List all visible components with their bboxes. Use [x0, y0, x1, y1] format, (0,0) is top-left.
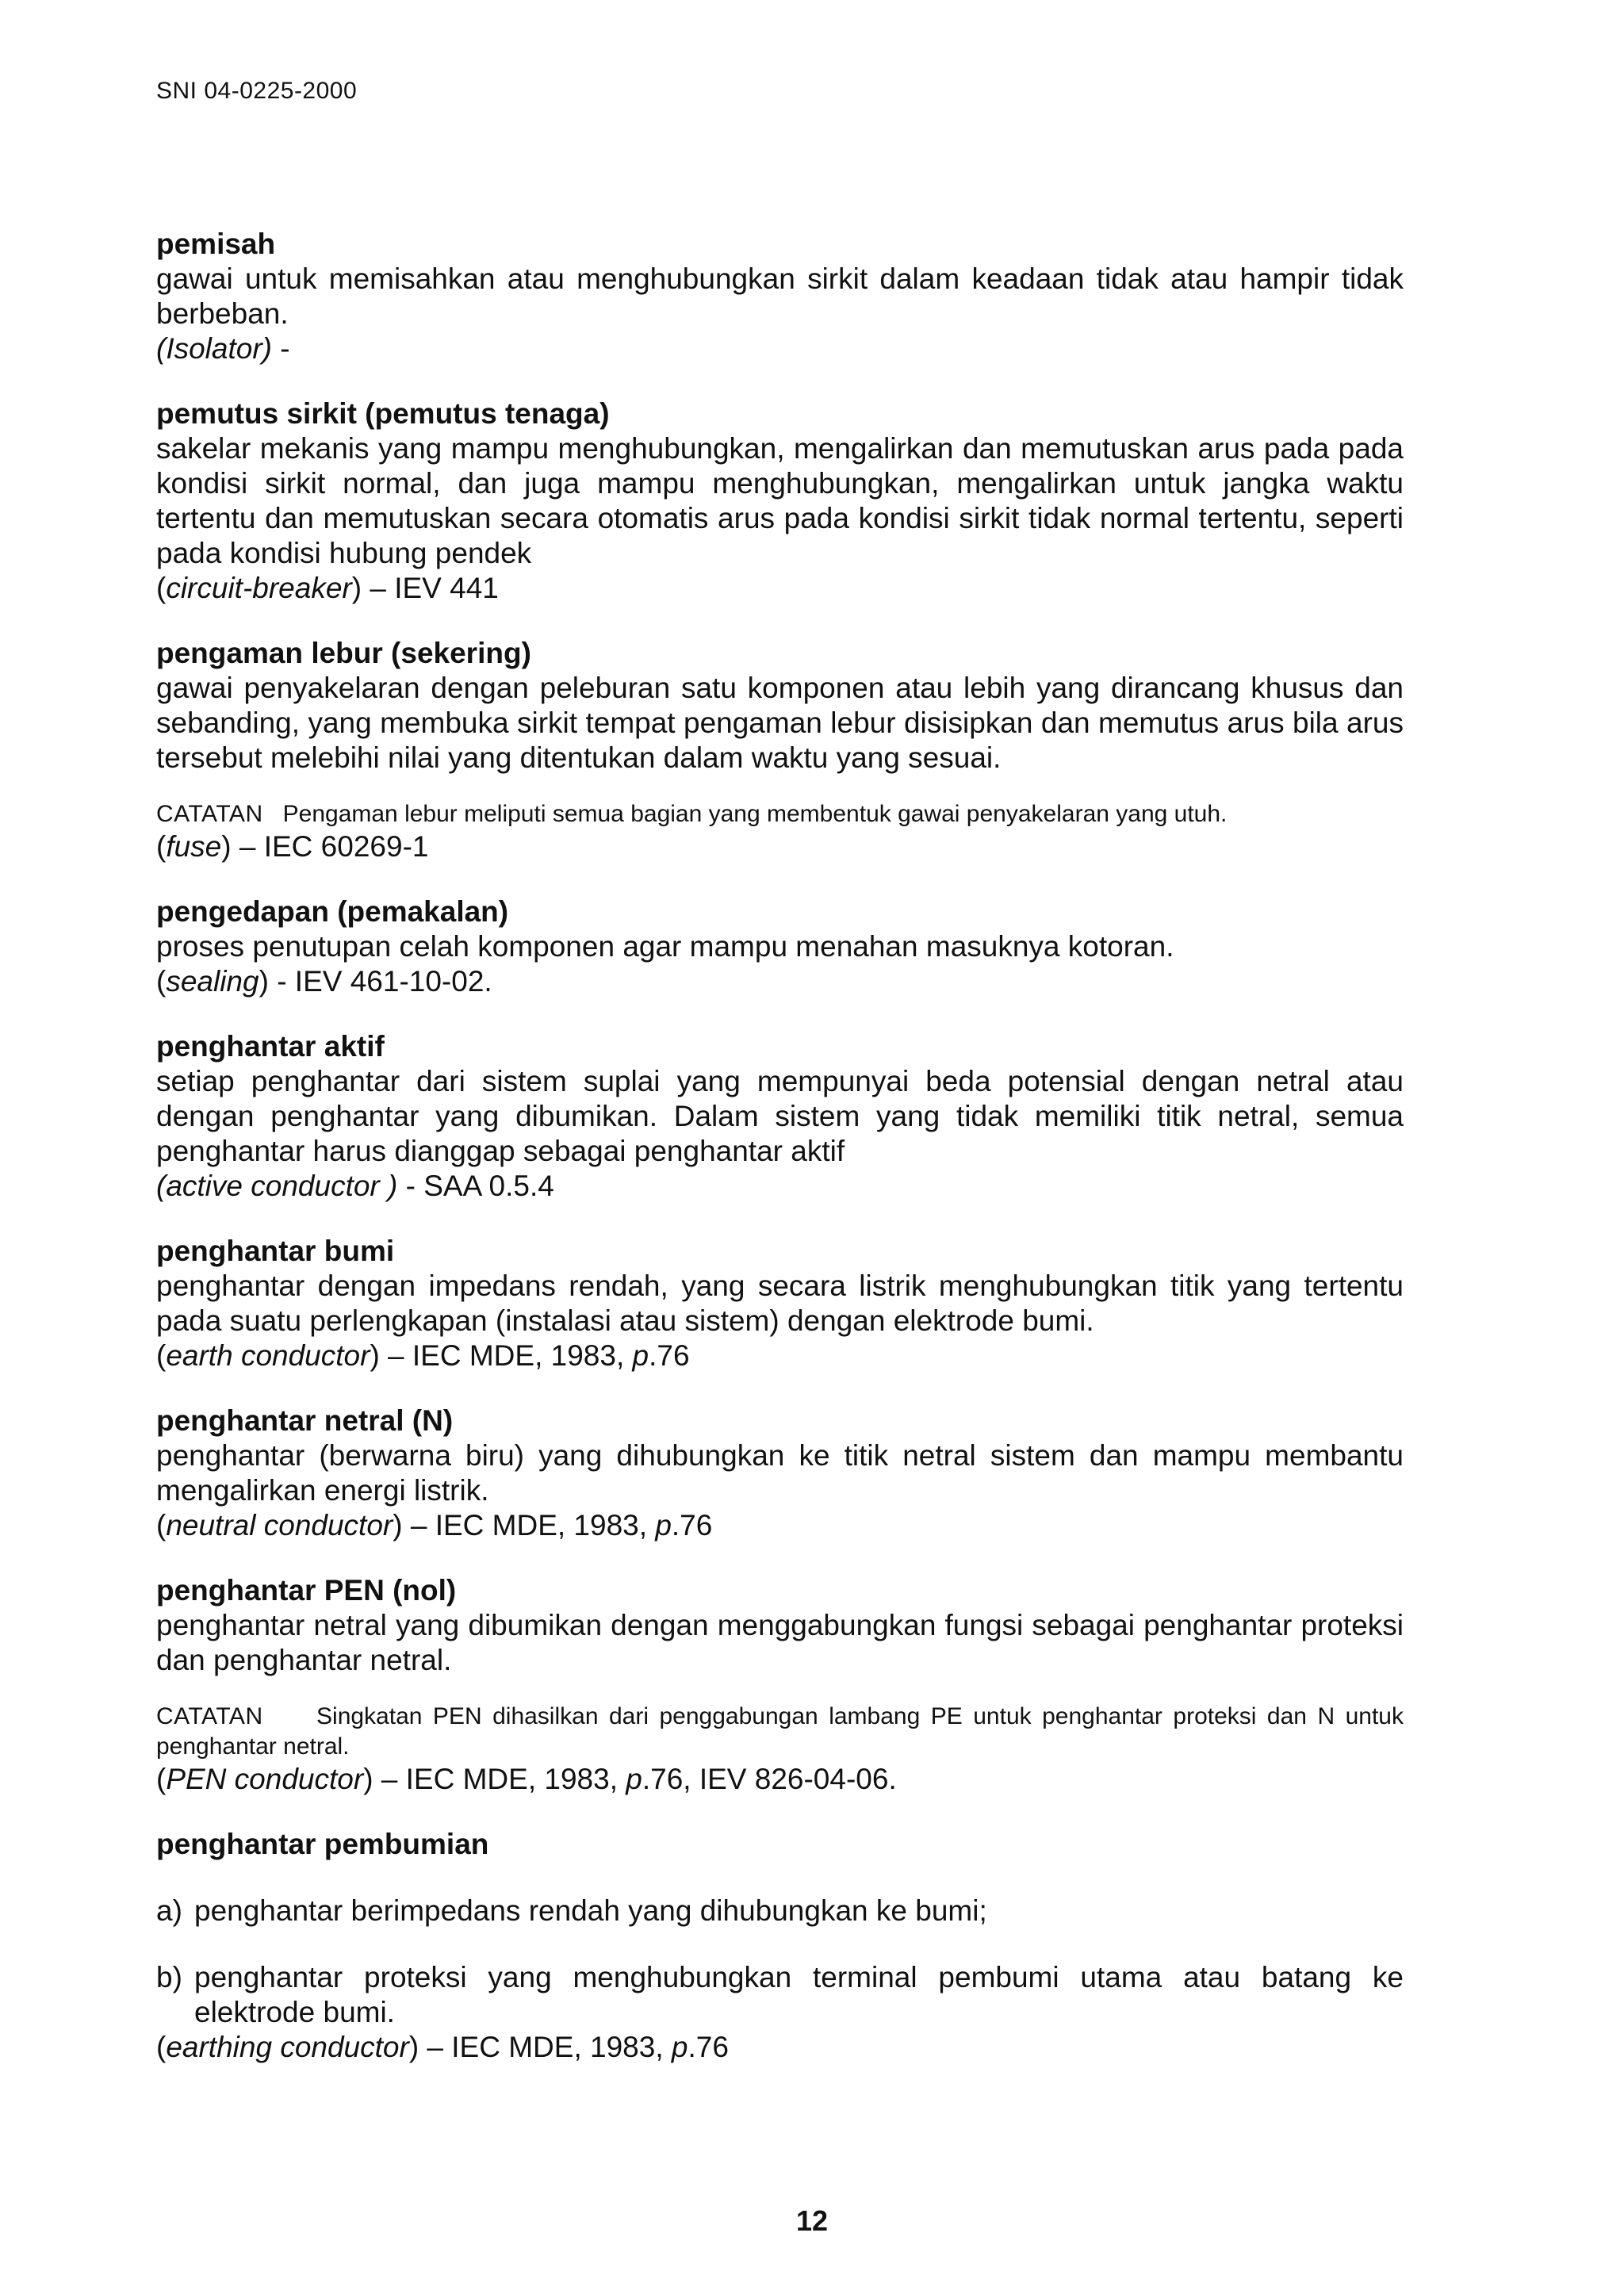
glossary-entry — [156, 894, 1404, 999]
term-source: (active conductor ) - SAA 0.5.4 — [156, 1170, 554, 1202]
source-english-term: earth conductor — [166, 1339, 370, 1372]
source-page-prefix: p — [632, 1339, 649, 1372]
term-source: (Isolator) - — [156, 332, 290, 365]
list-item-text: penghantar proteksi yang menghubungkan terminal pembumi utama atau batang ke elektrode bumi. — [194, 1961, 1404, 2028]
term-note — [156, 799, 1404, 829]
term-title: penghantar PEN (nol) — [156, 1574, 457, 1607]
list-marker: a) — [156, 1894, 182, 1927]
term-definition: gawai penyakelaran dengan peleburan satu komponen atau lebih yang dirancang khusus dan sebanding, yang membuka sirkit tempat pengaman lebur disisipkan dan memutus arus bila arus tersebut melebihi nilai yang ditentukan dalam waktu yang sesuai. — [156, 672, 1404, 774]
source-english-term: active conductor ) — [166, 1170, 398, 1202]
source-reference: ) – IEC MDE, 1983, — [363, 1763, 626, 1795]
source-reference: - SAA 0.5.4 — [397, 1170, 554, 1202]
glossary-entry — [156, 1234, 1404, 1373]
glossary-entry — [156, 1573, 1404, 1797]
term-definition: gawai untuk memisahkan atau menghubungkan sirkit dalam keadaan tidak atau hampir tidak berbeban. — [156, 262, 1404, 330]
source-reference: ) – IEC 60269-1 — [221, 830, 429, 863]
source-page-number: .76 — [649, 1339, 690, 1372]
term-source: (neutral conductor) – IEC MDE, 1983, p.76 — [156, 1509, 713, 1541]
source-page-prefix: p — [671, 2031, 688, 2063]
source-page-number: .76, IEV 826-04-06. — [642, 1763, 897, 1795]
page-number: 12 — [795, 2204, 829, 2237]
source-reference: ) – IEC MDE, 1983, — [408, 2031, 672, 2063]
term-title: penghantar aktif — [156, 1030, 385, 1063]
source-english-term: circuit-breaker — [166, 572, 352, 604]
term-source: (fuse) – IEC 60269-1 — [156, 830, 429, 863]
source-reference: ) – IEC MDE, 1983, — [393, 1509, 656, 1541]
source-english-term: neutral conductor — [166, 1509, 393, 1541]
source-english-term: earthing conductor — [166, 2031, 409, 2063]
source-reference: - — [272, 332, 290, 365]
term-title: pemutus sirkit (pemutus tenaga) — [156, 397, 610, 430]
term-title: pengaman lebur (sekering) — [156, 637, 531, 669]
list-item — [156, 1960, 1404, 2030]
term-title: penghantar netral (N) — [156, 1404, 454, 1437]
source-page-prefix: p — [626, 1763, 642, 1795]
term-title: penghantar pembumian — [156, 1828, 489, 1860]
term-source: (circuit-breaker) – IEV 441 — [156, 572, 499, 604]
term-source: (earth conductor) – IEC MDE, 1983, p.76 — [156, 1339, 690, 1372]
list-marker: b) — [156, 1961, 182, 1993]
term-title: pengedapan (pemakalan) — [156, 895, 509, 928]
list-item-text: penghantar berimpedans rendah yang dihubungkan ke bumi; — [194, 1894, 987, 1927]
glossary-entry — [156, 227, 1404, 366]
term-definition: setiap penghantar dari sistem suplai yang mempunyai beda potensial dengan netral atau dengan penghantar yang dibumikan. Dalam sistem yang tidak memiliki titik netral, semua penghantar harus dianggap sebagai penghantar aktif — [156, 1065, 1404, 1167]
source-reference: ) – IEV 441 — [351, 572, 499, 604]
term-definition: penghantar (berwarna biru) yang dihubungkan ke titik netral sistem dan mampu membantu mengalirkan energi listrik. — [156, 1439, 1404, 1507]
source-english-term: fuse — [166, 830, 222, 863]
list-item — [156, 1894, 1404, 1928]
note-label: CATATAN — [156, 1703, 263, 1729]
term-title: pemisah — [156, 228, 276, 260]
note-text: Pengaman lebur meliputi semua bagian yang membentuk gawai penyakelaran yang utuh. — [282, 801, 1228, 827]
term-definition: sakelar mekanis yang mampu menghubungkan, mengalirkan dan memutuskan arus pada pada kondisi sirkit normal, dan juga mampu menghubungkan, mengalirkan untuk jangka waktu tertentu dan memutuskan secara otomatis arus pada kondisi sirkit tidak normal tertentu, seperti pada kondisi hubung pendek — [156, 432, 1404, 569]
term-source: (sealing) - IEV 461-10-02. — [156, 965, 492, 998]
note-text: Singkatan PEN dihasilkan dari penggabungan lambang PE untuk penghantar proteksi dan N untuk penghantar netral. — [156, 1703, 1404, 1760]
source-english-term: PEN conductor — [166, 1763, 364, 1795]
term-definition: penghantar netral yang dibumikan dengan menggabungkan fungsi sebagai penghantar proteksi dan penghantar netral. — [156, 1609, 1404, 1676]
term-source: (earthing conductor) – IEC MDE, 1983, p.76 — [156, 2031, 729, 2063]
glossary-entry — [156, 396, 1404, 606]
glossary-entry — [156, 1404, 1404, 1543]
glossary-entry — [156, 1827, 1404, 2065]
glossary-content — [156, 227, 1404, 2095]
source-page-prefix: p — [655, 1509, 672, 1541]
term-definition: proses penutupan celah komponen agar mampu menahan masuknya kotoran. — [156, 930, 1174, 963]
term-title: penghantar bumi — [156, 1235, 395, 1267]
glossary-entry — [156, 1029, 1404, 1204]
source-english-term: Isolator — [166, 332, 262, 365]
source-english-term: sealing — [166, 965, 259, 998]
term-note — [156, 1702, 1404, 1762]
note-label: CATATAN — [156, 801, 263, 827]
source-reference: ) – IEC MDE, 1983, — [370, 1339, 633, 1372]
document-id-header: SNI 04-0225-2000 — [156, 78, 358, 104]
source-page-number: .76 — [671, 1509, 713, 1541]
glossary-entry — [156, 636, 1404, 864]
source-reference: ) - IEV 461-10-02. — [259, 965, 492, 998]
term-source: (PEN conductor) – IEC MDE, 1983, p.76, IEV 826-04-06. — [156, 1763, 897, 1795]
source-page-number: .76 — [688, 2031, 729, 2063]
term-definition: penghantar dengan impedans rendah, yang secara listrik menghubungkan titik yang tertentu pada suatu perlengkapan (instalasi atau sistem) dengan elektrode bumi. — [156, 1270, 1404, 1337]
